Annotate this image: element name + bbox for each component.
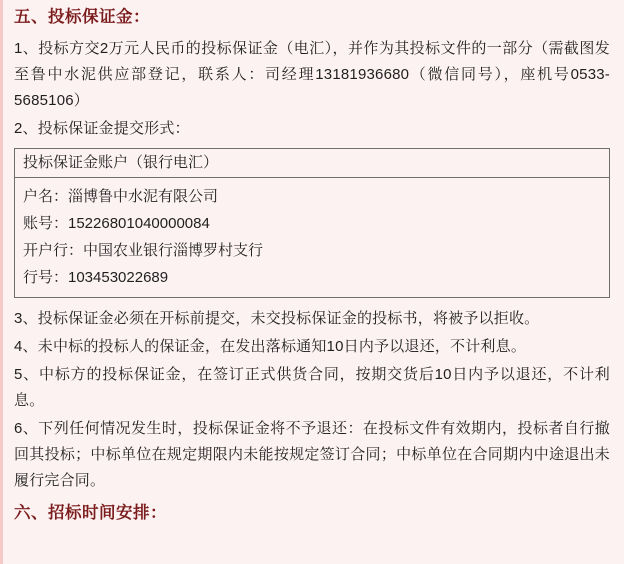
page-left-rule xyxy=(0,0,3,564)
section-heading-six: 六、招标时间安排： xyxy=(14,504,167,522)
paragraph-item-5: 5、中标方的投标保证金，在签订正式供货合同，按期交货后10日内予以退还，不计利息。 xyxy=(14,366,610,409)
paragraph-item-6: 6、下列任何情况发生时，投标保证金将不予退还：在投标文件有效期内，投标者自行撤回其投标；中标单位在规定期限内未能按规定签订合同；中标单位在合同期内中途退出未履行完合同。 xyxy=(14,420,610,489)
account-row-bank: 开户行：中国农业银行淄博罗村支行 xyxy=(23,242,264,259)
account-row-name: 户名：淄博鲁中水泥有限公司 xyxy=(23,188,219,205)
bid-bond-account-box xyxy=(14,148,610,298)
account-row-bank-code: 行号：103453022689 xyxy=(23,269,169,286)
paragraph-item-1: 1、投标方交2万元人民币的投标保证金（电汇），并作为其投标文件的一部分（需截图发至鲁中水泥供应部登记，联系人：司经理13181936680（微信同号），座机号0533-5685106） xyxy=(14,40,610,109)
bid-bond-account-box-title: 投标保证金账户（银行电汇） xyxy=(15,149,609,178)
paragraph-item-2: 2、投标保证金提交形式： xyxy=(14,120,190,137)
account-row-number: 账号：15226801040000084 xyxy=(23,215,210,232)
paragraph-item-4: 4、未中标的投标人的保证金，在发出落标通知10日内予以退还，不计利息。 xyxy=(14,338,527,355)
paragraph-item-3: 3、投标保证金必须在开标前提交，未交投标保证金的投标书，将被予以拒收。 xyxy=(14,310,540,327)
bid-bond-account-box-body xyxy=(15,178,609,297)
section-heading-five: 五、投标保证金： xyxy=(14,8,150,26)
